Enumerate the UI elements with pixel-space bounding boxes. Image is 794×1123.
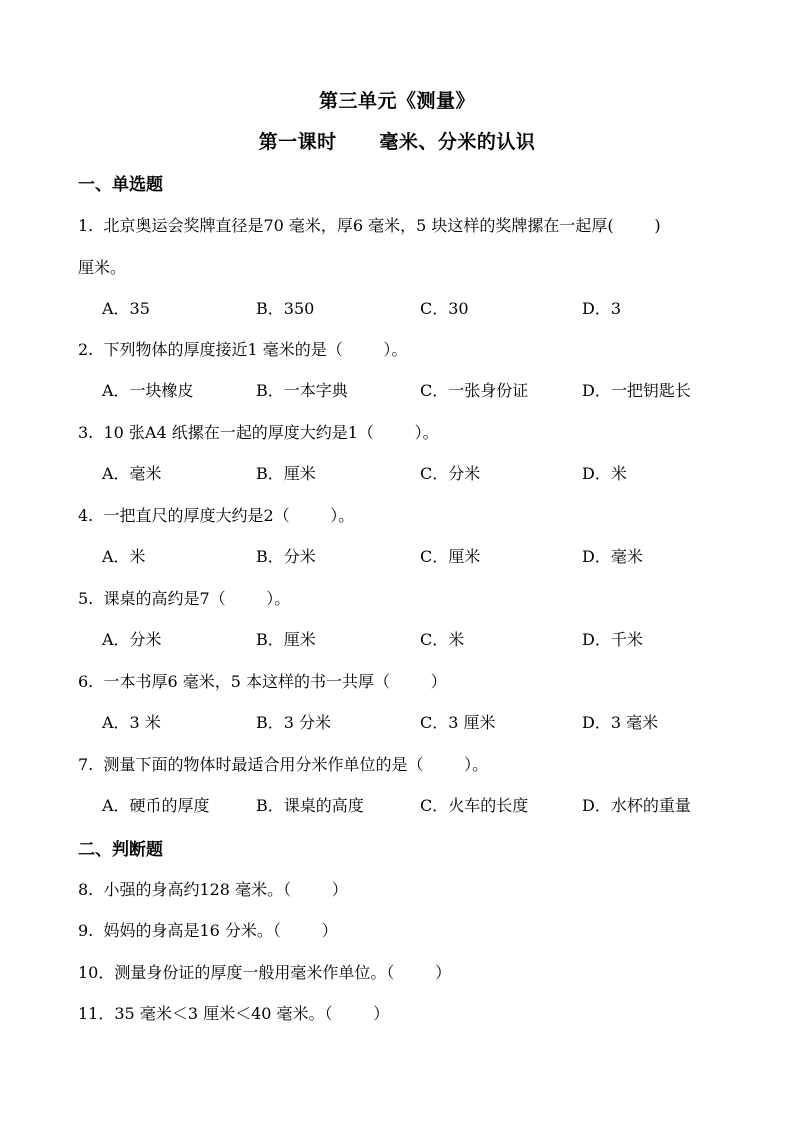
option-c[interactable]: C．厘米 [420, 547, 481, 566]
section-true-false: 二、判断题 [78, 840, 163, 860]
question-4 [78, 503, 354, 526]
question-7 [78, 752, 488, 775]
question-3 [78, 420, 439, 443]
question-9 [78, 918, 338, 941]
question-text: 下列物体的厚度接近1 毫米的是（ ）。 [103, 340, 408, 359]
page-subtitle: 第一课时 毫米、分米的认识 [258, 131, 536, 153]
option-d[interactable]: D．水杯的重量 [582, 796, 691, 815]
question-text: 10 张A4 纸摞在一起的厚度大约是1（ ）。 [103, 423, 439, 442]
question-number: 10． [78, 963, 115, 982]
question-text: 课桌的高约是7（ ）。 [103, 589, 291, 608]
option-a[interactable]: A．35 [102, 299, 150, 318]
question-number: 4. [78, 506, 94, 525]
option-d[interactable]: D．一把钥匙长 [582, 381, 691, 400]
question-number: 1. [78, 216, 94, 235]
question-1-continuation: 厘米。 [78, 258, 127, 277]
section-single-choice: 一、单选题 [78, 175, 163, 195]
option-a[interactable]: A．米 [102, 547, 146, 566]
option-c[interactable]: C．3 厘米 [420, 713, 496, 732]
option-b[interactable]: B．厘米 [256, 464, 316, 483]
option-b[interactable]: B．分米 [256, 547, 316, 566]
option-a[interactable]: A．一块橡皮 [102, 381, 194, 400]
option-b[interactable]: B．3 分米 [256, 713, 332, 732]
option-d[interactable]: D．毫米 [582, 547, 643, 566]
option-a[interactable]: A．硬币的厚度 [102, 796, 210, 815]
question-number: 3. [78, 423, 94, 442]
question-number: 2. [78, 340, 94, 359]
option-c[interactable]: C．30 [420, 299, 469, 318]
option-b[interactable]: B．一本字典 [256, 381, 348, 400]
page-title: 第三单元《测量》 [318, 90, 475, 112]
option-d[interactable]: D．米 [582, 464, 627, 483]
question-text: 北京奥运会奖牌直径是70 毫米，厚6 毫米，5 块这样的奖牌摞在一起厚( ) [93, 216, 661, 235]
question-1-options [102, 296, 762, 320]
option-b[interactable]: B．厘米 [256, 630, 316, 649]
question-text: 小强的身高约128 毫米。（ ） [103, 880, 348, 899]
question-text: 35 毫米＜3 厘米＜40 毫米。（ ） [114, 1004, 390, 1023]
question-number: 8. [78, 880, 94, 899]
question-text: 测量身份证的厚度一般用毫米作单位。（ ） [114, 963, 452, 982]
option-d[interactable]: D．3 毫米 [582, 713, 659, 732]
question-2 [78, 337, 407, 360]
option-b[interactable]: B．课桌的高度 [256, 796, 364, 815]
question-2-options [102, 378, 762, 402]
option-a[interactable]: A．分米 [102, 630, 162, 649]
question-5 [78, 586, 290, 609]
option-a[interactable]: A．毫米 [102, 464, 162, 483]
question-text: 妈妈的身高是16 分米。（ ） [103, 921, 338, 940]
option-a[interactable]: A．3 米 [102, 713, 161, 732]
question-6 [78, 669, 447, 692]
option-d[interactable]: D．3 [582, 299, 622, 318]
question-number: 6. [78, 672, 94, 691]
question-text: 一把直尺的厚度大约是2（ ）。 [103, 506, 355, 525]
question-text: 测量下面的物体时最适合用分米作单位的是（ ）。 [103, 755, 489, 774]
question-number: 9. [78, 921, 94, 940]
question-3-options [102, 461, 762, 485]
option-c[interactable]: C．分米 [420, 464, 481, 483]
question-5-options [102, 627, 762, 651]
question-6-options [102, 710, 762, 734]
option-c[interactable]: C．火车的长度 [420, 796, 529, 815]
question-10 [78, 960, 451, 983]
question-8 [78, 877, 348, 900]
question-number: 11． [78, 1004, 115, 1023]
question-text: 一本书厚6 毫米，5 本这样的书一共厚（ ） [103, 672, 447, 691]
question-11 [78, 1001, 389, 1024]
option-c[interactable]: C．一张身份证 [420, 381, 529, 400]
option-b[interactable]: B．350 [256, 299, 315, 318]
option-c[interactable]: C．米 [420, 630, 465, 649]
question-7-options [102, 793, 762, 817]
question-number: 5. [78, 589, 94, 608]
question-4-options [102, 544, 762, 568]
option-d[interactable]: D．千米 [582, 630, 643, 649]
question-number: 7. [78, 755, 94, 774]
question-1 [78, 213, 661, 236]
